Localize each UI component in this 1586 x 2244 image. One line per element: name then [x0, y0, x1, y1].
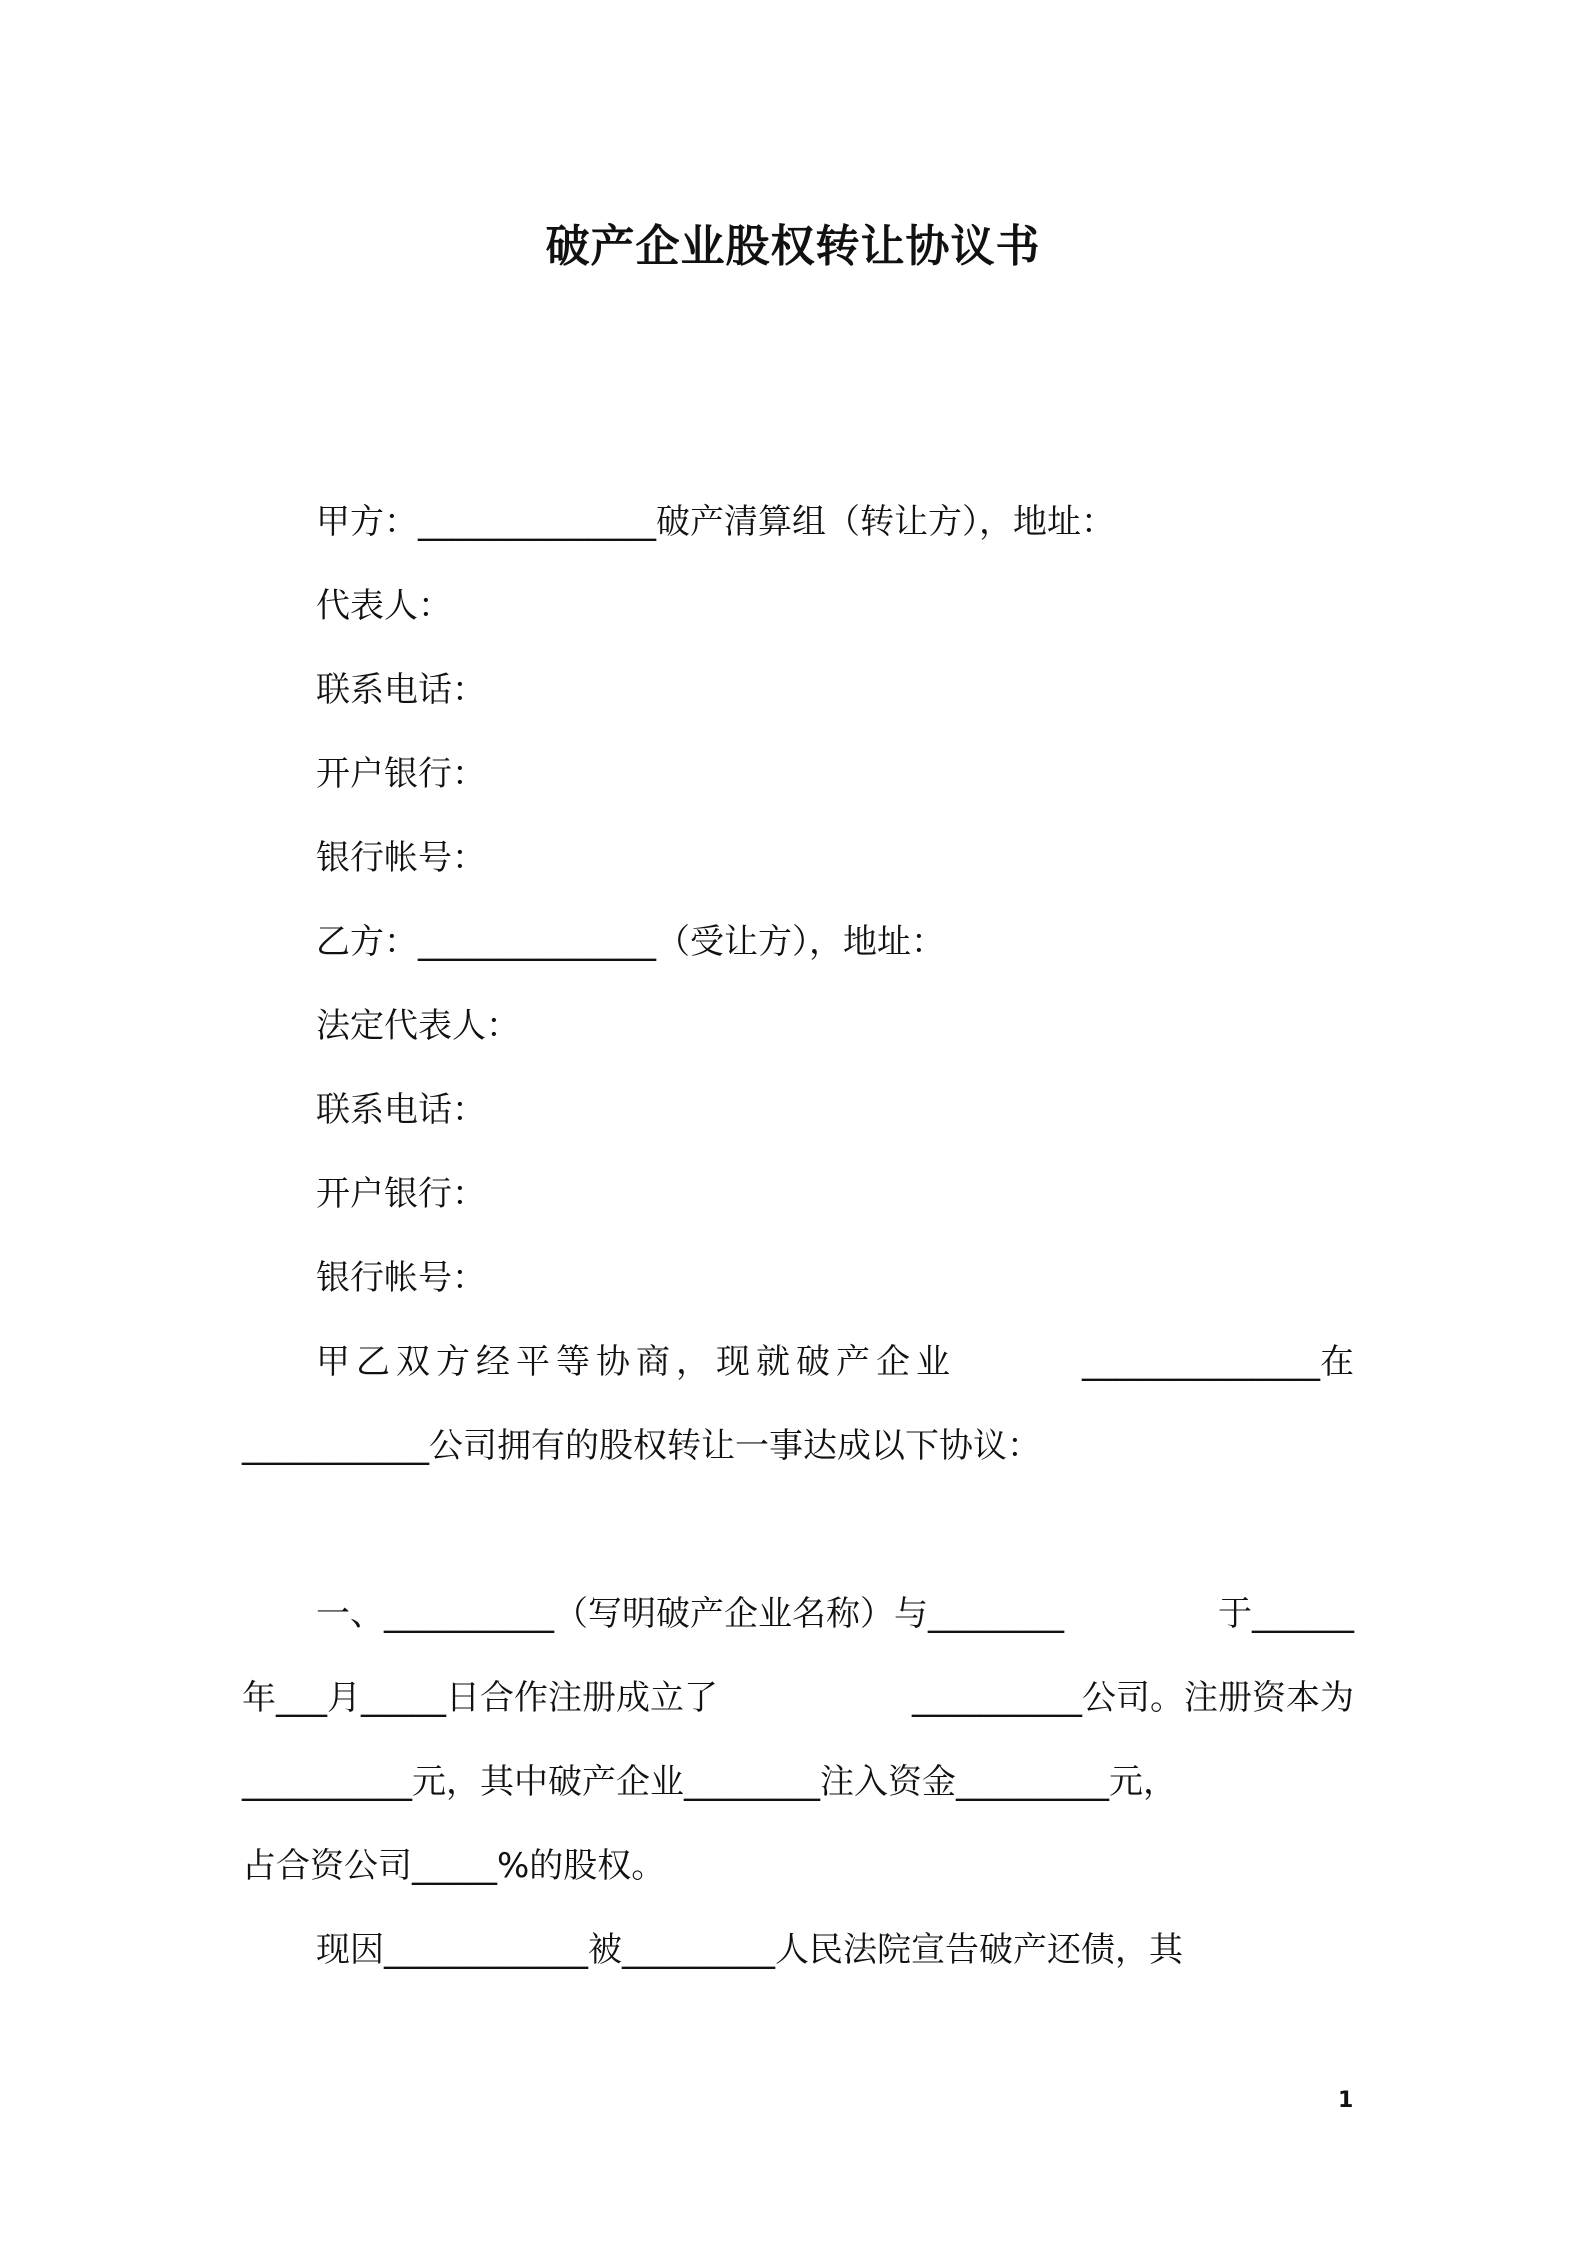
party-b-legal-rep: 法定代表人：: [316, 1006, 520, 1046]
party-b-account: 银行帐号：: [316, 1258, 486, 1298]
clause-1-line-1-b: 于______: [1218, 1594, 1354, 1634]
intro-line-1: [316, 1334, 1354, 1383]
clause-1-line-3: [242, 1754, 1354, 1803]
party-a-header: 甲方：______________破产清算组（转让方），地址：: [316, 502, 1115, 542]
intro-line-1-blank: ______________在: [1082, 1342, 1354, 1382]
party-a-bank: 开户银行：: [316, 754, 486, 794]
clause-1-line-2: [242, 1670, 1354, 1719]
clause-1-line-4: 占合资公司_____%的股权。: [242, 1846, 666, 1886]
party-b-header: 乙方：______________（受让方），地址：: [316, 922, 945, 962]
clause-1-line-2-b: __________公司。注册资本为: [912, 1678, 1354, 1718]
intro-line-1-text: 甲乙双方经平等协商，现就破产企业: [316, 1342, 956, 1382]
party-a-account: 银行帐号：: [316, 838, 486, 878]
clause-1-line-1-a: 一、__________（写明破产企业名称）与________: [316, 1594, 1064, 1634]
clause-1-line-3-a: __________元，其中破产企业________注入资金_________元，: [242, 1762, 1177, 1802]
party-a-phone: 联系电话：: [316, 670, 486, 710]
page-number: 1: [1338, 2088, 1354, 2113]
clause-2-line-1: [316, 1922, 1354, 1971]
clause-1-line-2-a: 年___月_____日合作注册成立了: [242, 1678, 718, 1718]
party-b-phone: 联系电话：: [316, 1090, 486, 1130]
party-b-bank: 开户银行：: [316, 1174, 486, 1214]
document-title: 破产企业股权转让协议书: [545, 221, 1041, 272]
party-a-representative: 代表人：: [316, 586, 452, 626]
clause-2-line-1-a: 现因____________被_________人民法院宣告破产还债，其: [316, 1930, 1183, 1970]
intro-line-2: ___________公司拥有的股权转让一事达成以下协议：: [242, 1426, 1041, 1466]
clause-1-line-1: [316, 1586, 1354, 1635]
